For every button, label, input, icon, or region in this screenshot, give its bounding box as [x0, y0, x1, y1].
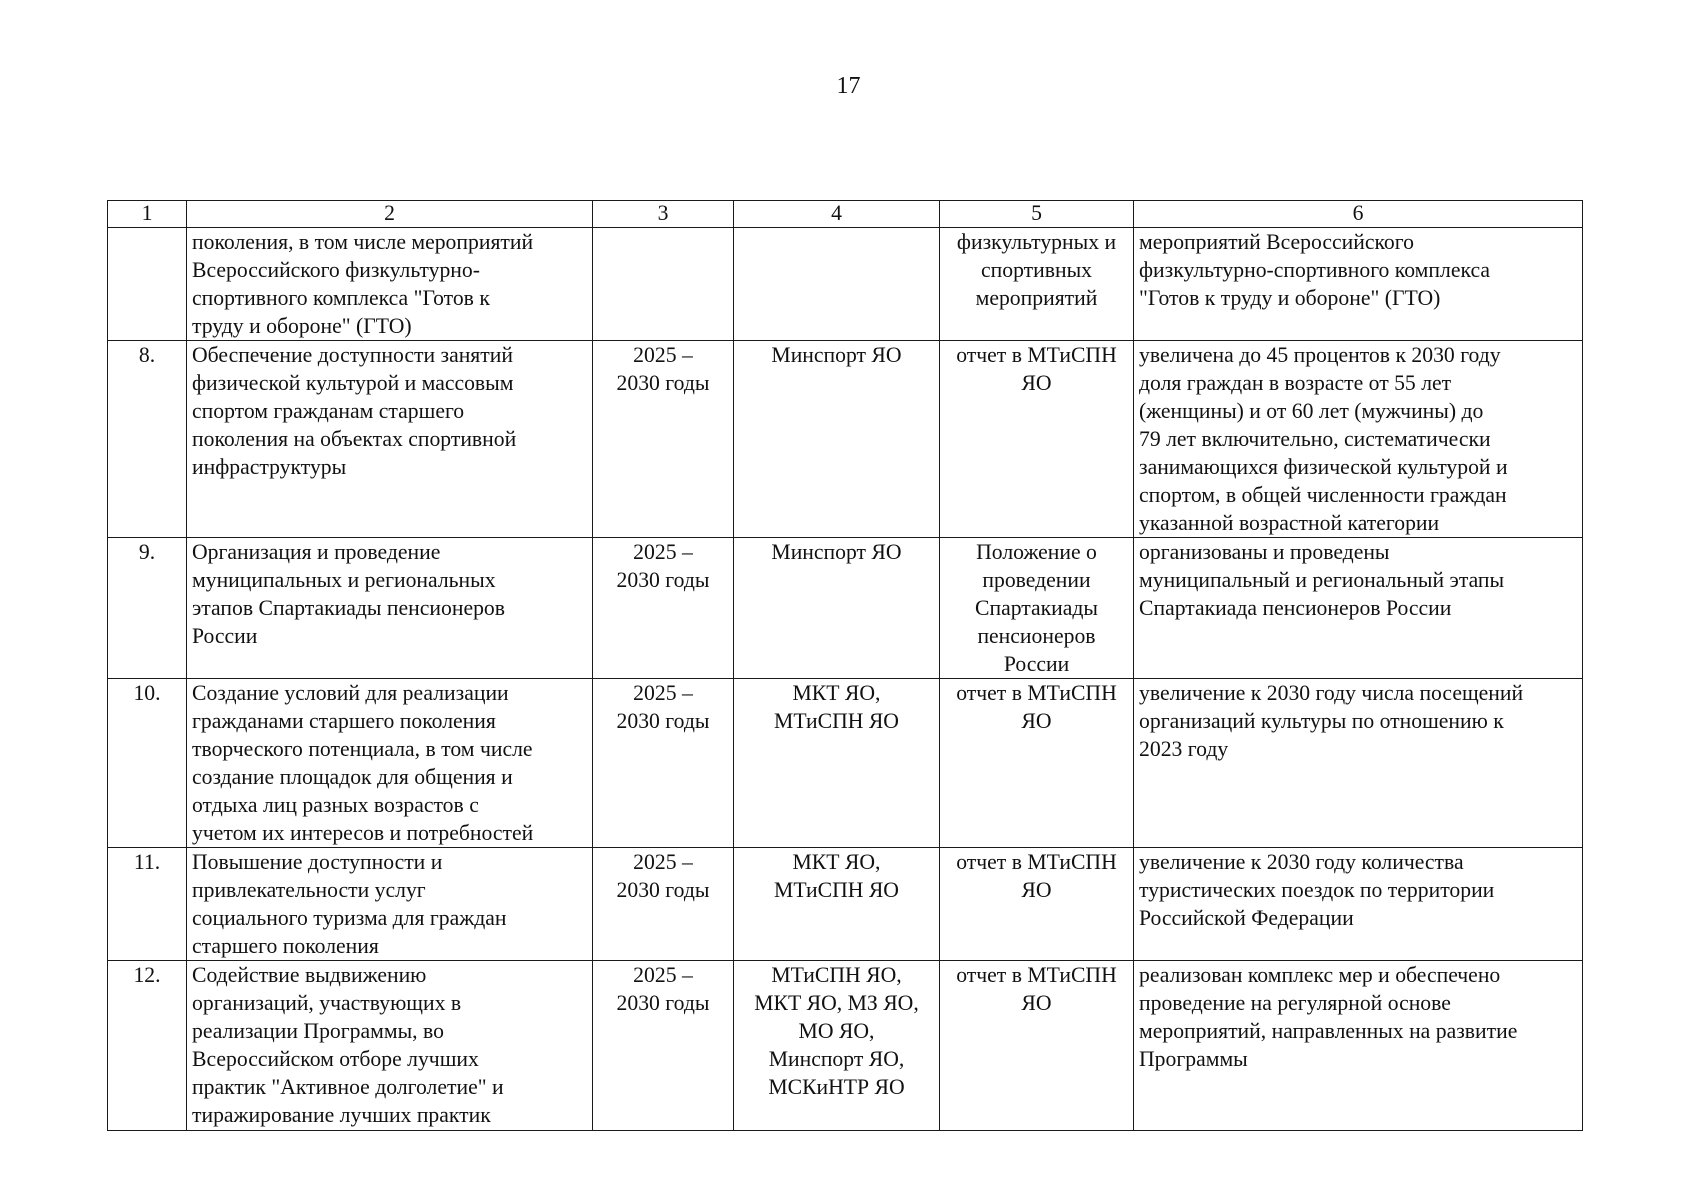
period-cell: 2025 – 2030 годы [593, 848, 734, 961]
form-cell: отчет в МТиСПН ЯО [940, 961, 1134, 1131]
measures-table [107, 200, 1583, 1131]
period-cell: 2025 – 2030 годы [593, 341, 734, 538]
measure-cell: Повышение доступности и привлекательности услуг социального туризма для граждан старшего поколения [187, 848, 593, 961]
measure-cell: поколения, в том числе мероприятий Всероссийского физкультурно- спортивного комплекса "Готов к труду и обороне" (ГТО) [187, 228, 593, 341]
executor-cell: МКТ ЯО, МТиСПН ЯО [734, 679, 940, 848]
column-header: 2 [187, 201, 593, 228]
row-number: 10. [108, 679, 187, 848]
row-number: 11. [108, 848, 187, 961]
measure-cell: Обеспечение доступности занятий физической культурой и массовым спортом гражданам старшего поколения на объектах спортивной инфраструктуры [187, 341, 593, 538]
table-header-row [108, 201, 1583, 228]
period-cell: 2025 – 2030 годы [593, 961, 734, 1131]
column-header: 1 [108, 201, 187, 228]
result-cell: реализован комплекс мер и обеспечено проведение на регулярной основе мероприятий, направленных на развитие Программы [1134, 961, 1583, 1131]
result-cell: увеличение к 2030 году числа посещений организаций культуры по отношению к 2023 году [1134, 679, 1583, 848]
form-cell: отчет в МТиСПН ЯО [940, 679, 1134, 848]
period-cell [593, 228, 734, 341]
executor-cell: МТиСПН ЯО, МКТ ЯО, МЗ ЯО, МО ЯО, Минспорт ЯО, МСКиНТР ЯО [734, 961, 940, 1131]
result-cell: организованы и проведены муниципальный и региональный этапы Спартакиада пенсионеров России [1134, 538, 1583, 679]
table-row [108, 679, 1583, 848]
executor-cell: МКТ ЯО, МТиСПН ЯО [734, 848, 940, 961]
executor-cell: Минспорт ЯО [734, 538, 940, 679]
executor-cell [734, 228, 940, 341]
executor-cell: Минспорт ЯО [734, 341, 940, 538]
row-number [108, 228, 187, 341]
column-header: 5 [940, 201, 1134, 228]
table-row [108, 341, 1583, 538]
row-number: 9. [108, 538, 187, 679]
table-row [108, 228, 1583, 341]
measure-cell: Создание условий для реализации гражданами старшего поколения творческого потенциала, в том числе создание площадок для общения и отдыха лиц разных возрастов с учетом их интересов и потребностей [187, 679, 593, 848]
form-cell: физкультурных и спортивных мероприятий [940, 228, 1134, 341]
result-cell: увеличена до 45 процентов к 2030 году доля граждан в возрасте от 55 лет (женщины) и от 60 лет (мужчины) до 79 лет включительно, систематически занимающихся физической культурой и спортом, в общей численности граждан указанной возрастной категории [1134, 341, 1583, 538]
period-cell: 2025 – 2030 годы [593, 679, 734, 848]
measure-cell: Организация и проведение муниципальных и региональных этапов Спартакиады пенсионеров России [187, 538, 593, 679]
row-number: 8. [108, 341, 187, 538]
result-cell: увеличение к 2030 году количества туристических поездок по территории Российской Федерации [1134, 848, 1583, 961]
result-cell: мероприятий Всероссийского физкультурно-спортивного комплекса "Готов к труду и обороне" (ГТО) [1134, 228, 1583, 341]
column-header: 6 [1134, 201, 1583, 228]
form-cell: Положение о проведении Спартакиады пенсионеров России [940, 538, 1134, 679]
period-cell: 2025 – 2030 годы [593, 538, 734, 679]
measure-cell: Содействие выдвижению организаций, участвующих в реализации Программы, во Всероссийском отборе лучших практик "Активное долголетие" и тиражирование лучших практик [187, 961, 593, 1131]
form-cell: отчет в МТиСПН ЯО [940, 341, 1134, 538]
form-cell: отчет в МТиСПН ЯО [940, 848, 1134, 961]
column-header: 3 [593, 201, 734, 228]
table-row [108, 538, 1583, 679]
page-number: 17 [836, 73, 861, 99]
row-number: 12. [108, 961, 187, 1131]
table-row [108, 848, 1583, 961]
table-row [108, 961, 1583, 1131]
column-header: 4 [734, 201, 940, 228]
